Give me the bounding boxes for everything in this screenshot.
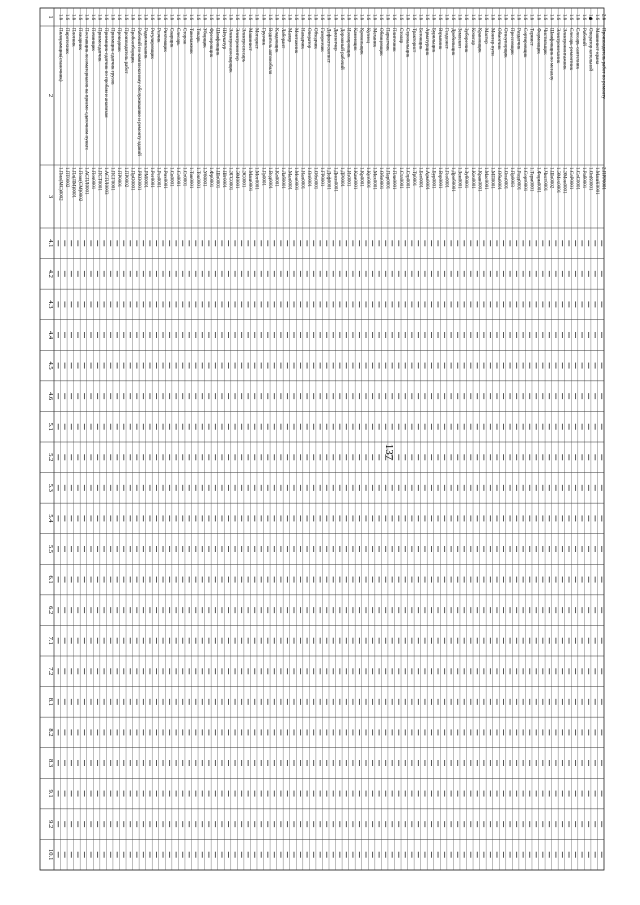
row-section-number: 1.6 — [273, 13, 279, 21]
row-section-number: 1.6 — [319, 13, 325, 21]
row-section-number: 1.6 — [417, 13, 423, 21]
row-profession-name: Облицовщик — [378, 28, 384, 56]
row-code: 1.СлС0001 — [574, 167, 580, 190]
row-profession-name: Кочегар — [469, 28, 475, 45]
row-profession-name: Токарь — [194, 28, 200, 43]
row-profession-name: Рабочий по комплексному обслуживанию и ремонту зданий — [135, 28, 141, 156]
row-section-number: 1.6 — [495, 13, 501, 21]
row-code: 1.Разд0001 — [515, 167, 521, 191]
row-code: 1.Шл0001 — [214, 167, 220, 189]
row-code: 1.МП0001 — [489, 167, 495, 189]
row-profession-name: Электрослесарь — [240, 28, 246, 63]
row-code: 1.Рих0001 — [162, 167, 168, 189]
row-code: 1.Из0001 — [345, 167, 351, 187]
row-code: 1.Пл(ЛМ)0001 — [70, 167, 76, 199]
row-section-number: 1.6 — [515, 13, 521, 21]
column-number: 4.3 — [47, 300, 54, 309]
row-profession-name: Диспетчер — [332, 28, 338, 51]
row-code: 1.Пли0001 — [391, 167, 397, 190]
row-profession-name: Дробильщик — [450, 28, 456, 56]
row-profession-name: Резчик — [155, 28, 161, 43]
row-profession-name: Изолировщик — [345, 28, 351, 58]
row-section-number: 1.6 — [338, 13, 344, 21]
row-profession-name: Слесарь-сантехник — [574, 28, 580, 69]
row-section-number: 1.6 — [594, 13, 600, 21]
row-section-number: 1.6 — [253, 13, 259, 21]
row-code: 1.Ст0001 — [181, 167, 187, 187]
row-code: 1.Форм0001 — [535, 167, 541, 193]
row-code: 1.Лаб0001 — [279, 167, 285, 189]
row-profession-name: Каменщик — [351, 28, 357, 51]
row-profession-name: Землекоп — [456, 28, 462, 48]
row-code: 1.Коч0001 — [469, 167, 475, 189]
row-code: 1.ЭГС0001 — [227, 167, 233, 191]
row-section-number: 1.6 — [404, 13, 410, 21]
row-code: 1.Зем0001 — [456, 167, 462, 189]
row-profession-name: Обмотчик — [495, 28, 501, 50]
row-profession-name: Сортировщик — [522, 28, 528, 58]
row-profession-name: Производитель работ — [122, 28, 128, 74]
row-profession-name: Уборщик — [201, 28, 207, 48]
row-profession-name: Приемосдатчик — [96, 28, 102, 62]
row-code: 1.Стр0001 — [404, 167, 410, 189]
row-section-number: 1.6 — [574, 13, 580, 21]
row-section-number: 1.6 — [96, 13, 102, 21]
row-code: 1.Св0001 — [168, 167, 174, 187]
row-section-number: 1.6 — [240, 13, 246, 21]
row-profession-name: Рихтовщик — [162, 28, 168, 52]
row-profession-name: Кладовщик — [273, 28, 279, 53]
column-number: 7.1 — [47, 636, 54, 645]
row-section-number: 1.6 — [122, 13, 128, 21]
row-code: 1.Рег0001 — [148, 167, 154, 188]
column-number: 9.2 — [47, 820, 54, 829]
row-section-number: 1.6 — [397, 13, 403, 21]
row-section-number: 1.6 — [142, 13, 148, 21]
row-profession-name: Грузчик — [260, 28, 266, 46]
row-section-number: 1.6 — [410, 13, 416, 21]
row-section-number: 1.6 — [70, 13, 76, 21]
column-number: 2 — [47, 93, 54, 98]
row-section-number: 1.6 — [220, 13, 226, 21]
row-section-number: 1.6 — [148, 13, 154, 21]
row-profession-name: Тракторист — [410, 28, 416, 53]
row-profession-name: Обходчик — [312, 28, 318, 49]
row-section-number: 1.6 — [384, 13, 390, 21]
row-code: 1.Фр0001 — [207, 167, 213, 188]
row-profession-name: Радиомеханик — [142, 28, 148, 59]
column-number: 5.4 — [47, 514, 54, 523]
row-section-number: 1.6 — [194, 13, 200, 21]
row-code: 1.Кам0001 — [351, 167, 357, 190]
row-code: 1.Бет0001 — [417, 167, 423, 189]
row-profession-name: Термист — [528, 28, 534, 46]
row-profession-name: Шлифовщик — [214, 28, 220, 56]
row-section-number: 1.6 — [306, 13, 312, 21]
row-code: 1.Кл0001 — [273, 167, 279, 187]
row-profession-name: Такелажник — [188, 28, 194, 54]
row-code: 1.ПР0002 — [122, 167, 128, 188]
row-code: 1.Сл0001 — [175, 167, 181, 187]
column-number: 6.2 — [47, 606, 54, 615]
row-section-number: 1.6 — [201, 13, 207, 21]
row-code: 1.ПрО0001 — [129, 167, 135, 191]
row-code: 1.РКО0001 — [135, 167, 141, 191]
row-profession-name: Маляр — [286, 28, 292, 43]
row-section-number: 1.6 — [175, 13, 181, 21]
row-section-number: 1.6 — [345, 13, 351, 21]
row-section-number: 1.6 — [325, 13, 331, 21]
row-profession-name: Приемщик-сдатчик по пробам и анализам — [103, 28, 109, 118]
row-section-number: 1.6 — [489, 13, 495, 21]
column-number: 5.2 — [47, 453, 54, 462]
row-code: 1.Пар0001 — [384, 167, 390, 190]
row-profession-name: Починщик — [90, 28, 96, 51]
column-number: 4.4 — [47, 330, 54, 340]
column-number: 5.3 — [47, 483, 54, 492]
row-section-number: 1.6 — [332, 13, 338, 21]
row-section-number: 1.6 — [371, 13, 377, 21]
row-code: 2.ПРР0001 — [600, 167, 606, 190]
row-code: 1.Кр0001 — [358, 167, 364, 187]
row-section-number: 1.6 — [554, 13, 560, 21]
column-number: 3 — [47, 194, 54, 199]
row-section-number: 1.6 — [502, 13, 508, 21]
column-number: 8.1 — [47, 697, 54, 706]
column-number: 4.6 — [47, 392, 54, 401]
row-code: 1.Взр0001 — [437, 167, 443, 189]
row-section-number: 1.6 — [188, 13, 194, 21]
row-profession-name: Геодезист — [443, 28, 449, 49]
row-section-number: 1.6 — [292, 13, 298, 21]
row-profession-name: Паркетчик — [384, 28, 390, 51]
row-profession-name: Пилорамщик(станочник) — [57, 28, 63, 82]
row-code: 1.Пр0003 — [509, 167, 515, 187]
row-section-number: 1.6 — [116, 13, 122, 21]
row-code: 1.Чист0001 — [541, 167, 547, 192]
row-code: 1.Мот0001 — [253, 167, 259, 190]
row-code: 1.Мас0001 — [482, 167, 488, 190]
row-section-number: 1.6 — [279, 13, 285, 21]
row-profession-name: Кровельщик — [358, 28, 364, 55]
row-code: 1.Обм0001 — [495, 167, 501, 191]
row-section-number: 1.6 — [299, 13, 305, 21]
row-profession-name: Бурильщик — [430, 28, 436, 53]
row-code: 1.Гео0001 — [443, 167, 449, 188]
row-code: 1.Вод0001 — [266, 167, 272, 189]
row-code: 1.Рез0001 — [155, 167, 161, 188]
row-code: 1.ГР0001 — [319, 167, 325, 187]
row-section-number: 1.6 — [469, 13, 475, 21]
row-code: 1.Сорт0001 — [522, 167, 528, 192]
row-section-number: 1.6 — [581, 13, 587, 21]
row-section-number: 1.6 — [430, 13, 436, 21]
row-code: 1.Деф0001 — [325, 167, 331, 190]
row-code: 1.Оп0001 — [306, 167, 312, 188]
row-section-number: 1.6 — [57, 13, 63, 21]
row-section-number: 1.6 — [227, 13, 233, 21]
column-number: 5.5 — [47, 544, 54, 554]
row-section-number: 2.6 — [600, 13, 606, 21]
row-code: 1.Шт0001 — [220, 167, 226, 188]
row-section-number: 1.6 — [450, 13, 456, 21]
row-code: 1.Пил(МС)0002 — [57, 167, 63, 201]
row-profession-name: Кузнец — [365, 28, 371, 44]
row-section-number: 1.6 — [567, 13, 573, 21]
row-profession-name: Сторож — [181, 28, 187, 45]
column-number: 10.1 — [47, 849, 54, 861]
row-profession-name: Крановщик — [476, 28, 482, 53]
page-number: 137 — [383, 443, 395, 461]
row-profession-name: Регулировщик — [148, 28, 154, 59]
row-profession-name: Водитель автомобиля — [266, 28, 272, 74]
row-section-number: 1.6 — [463, 13, 469, 21]
row-profession-name: Формовщик — [535, 28, 541, 54]
column-number: 4.2 — [47, 269, 54, 278]
row-profession-name: Прессовщик — [509, 28, 515, 55]
row-section-number: 1.6 — [378, 13, 384, 21]
row-code: 1.Нал0001 — [299, 167, 305, 190]
row-profession-name: Сварщик — [168, 28, 174, 48]
row-section-number: 1.6 — [162, 13, 168, 21]
row-section-number: 1.6 — [351, 13, 357, 21]
row-section-number: 1.6 — [535, 13, 541, 21]
row-section-number: 1.6 — [541, 13, 547, 21]
row-code: 1.Кран0001 — [476, 167, 482, 192]
row-code: 1.Куз0001 — [365, 167, 371, 189]
row-profession-name: Столяр — [397, 28, 403, 44]
row-section-number: 1.6 — [391, 13, 397, 21]
row-profession-name: Приемщик-сдатчик грузов — [109, 28, 115, 85]
row-section-number: 1.6 — [109, 13, 115, 21]
row-code: 1.Маш0001 — [247, 167, 253, 192]
row-profession-name: Машинист — [247, 28, 253, 51]
row-profession-name: Штукатур — [220, 28, 226, 50]
row-profession-name: Производитель работ по ремонту — [600, 28, 606, 99]
row-code: 1.ЭМон0001 — [561, 167, 567, 194]
row-profession-name: Слесарь — [175, 28, 181, 46]
row-profession-name: Оператор котельной — [587, 28, 593, 72]
column-number: 8.3 — [47, 758, 54, 768]
row-section-number: 1.6 — [476, 13, 482, 21]
row-code: 1.Поч0001 — [90, 167, 96, 190]
row-section-number: 1.6 — [437, 13, 443, 21]
row-profession-name: Лаборант — [279, 28, 285, 49]
table-frame — [40, 8, 604, 870]
row-profession-name: Электромонтажник — [561, 28, 567, 70]
row-profession-name: Пожарник — [76, 28, 82, 50]
column-number: 4.1 — [47, 239, 54, 248]
row-section-number: 1.6 — [129, 13, 135, 21]
row-section-number: 1.6 — [247, 13, 253, 21]
row-code: 1.Зуб0001 — [463, 167, 469, 189]
row-profession-name: Огнеупорщик — [502, 28, 508, 58]
row-profession-name: Плотник — [70, 28, 76, 47]
row-section-number: 1.6 — [528, 13, 534, 21]
row-profession-name: Дорожный рабочий — [338, 28, 344, 70]
row-profession-name: Наладчик — [299, 28, 305, 49]
row-profession-name: Плиточник — [391, 28, 397, 52]
row-code: 1.СлР0001 — [567, 167, 573, 190]
row-profession-name: Слесарь-ремонтник — [567, 28, 573, 71]
row-code: 1.ОпК0001 — [587, 167, 593, 191]
row-code: 1.АСПЛ0001 — [83, 167, 89, 195]
row-code: 1.ДР0001 — [338, 167, 344, 187]
row-section-number: 1.6 — [181, 13, 187, 21]
row-code: 1.Раб0001 — [581, 167, 587, 189]
row-profession-name: Моторист — [253, 28, 259, 49]
row-section-number: 1.6 — [365, 13, 371, 21]
row-code: 1.Тр0001 — [410, 167, 416, 187]
row-profession-name: Взрывник — [437, 28, 443, 50]
row-profession-name: Механик — [371, 28, 377, 47]
row-code: 1.Мал0001 — [286, 167, 292, 190]
row-code: 1.ЭМех0001 — [554, 167, 560, 194]
row-code: 1.МашК0001 — [594, 167, 600, 195]
row-code: 1.Огн0001 — [502, 167, 508, 190]
row-code: 1.Бур0001 — [430, 167, 436, 189]
row-section-number: 1.6 — [214, 13, 220, 21]
row-code: 1.АСПЛ0003 — [103, 167, 109, 195]
row-code: 1.Так0001 — [188, 167, 194, 189]
row-section-number: 1.6 — [76, 13, 82, 21]
row-profession-name: Раздатчик — [515, 28, 521, 50]
row-code: 1.Арм0001 — [423, 167, 429, 190]
row-profession-name: Рабочий — [581, 28, 587, 46]
column-number: 4.5 — [47, 361, 54, 370]
row-section-number: 1.6 — [83, 13, 89, 21]
row-profession-name: Монтажник — [292, 28, 298, 54]
row-profession-name: Бетонщик — [417, 28, 423, 50]
row-section-number: 1.6 — [168, 13, 174, 21]
row-code: 1.Пож(СМ)0002 — [76, 167, 82, 202]
row-section-number: 1.6 — [90, 13, 96, 21]
row-code: 1.ЭМ0001 — [234, 167, 240, 189]
row-section-number: 1.6 — [234, 13, 240, 21]
row-section-number: 1.6 — [548, 13, 554, 21]
row-code: 1.ПСТ0001 — [96, 167, 102, 191]
row-section-number: 1.6 — [587, 13, 593, 21]
row-profession-name: Электромеханик — [554, 28, 560, 64]
row-section-number: 1.6 — [63, 13, 69, 21]
row-code: 1.Дроб0001 — [450, 167, 456, 192]
row-code: 1.Терм0001 — [528, 167, 534, 192]
row-code: 1.Обл0001 — [378, 167, 384, 190]
row-section-number: 1.6 — [207, 13, 213, 21]
row-code: 1.ПТ0002 — [63, 167, 69, 188]
row-profession-name: Оператор — [306, 28, 312, 49]
row-section-number: 1.6 — [509, 13, 515, 21]
row-code: 1.Гр0001 — [260, 167, 266, 186]
row-section-number: 1.6 — [266, 13, 272, 21]
row-profession-name: Зуборезчик — [463, 28, 469, 53]
row-code: 1.Обх0001 — [312, 167, 318, 190]
row-section-number: 1.6 — [260, 13, 266, 21]
row-code: 1.Шл0002 — [548, 167, 554, 189]
row-profession-name: Фрезеровщик — [207, 28, 213, 58]
row-code: 1.ПР0001 — [116, 167, 122, 188]
row-profession-name: Мастер — [482, 28, 488, 44]
column-number: 6.1 — [47, 575, 54, 584]
row-code: 1.Стл0001 — [397, 167, 403, 189]
row-profession-name: Поставщик лесоматериалов на приемо-сдаточном пункте — [83, 28, 89, 151]
row-section-number: 1.6 — [155, 13, 161, 21]
data-table — [40, 8, 606, 870]
row-profession-name: Машинист крана — [594, 28, 600, 65]
row-profession-name: Электрогазосварщик — [227, 28, 233, 73]
row-section-number: 1.6 — [312, 13, 318, 21]
row-profession-name: Пиротехник — [63, 28, 69, 54]
column-number: 9.1 — [47, 789, 54, 798]
row-section-number: 1.6 — [135, 13, 141, 21]
row-code: 1.Ток0001 — [194, 167, 200, 189]
row-section-number: 1.6 — [103, 13, 109, 21]
row-section-number: 1.6 — [423, 13, 429, 21]
row-section-number: 1.6 — [522, 13, 528, 21]
column-number: 7.2 — [47, 667, 54, 676]
row-profession-name: Пробоотборщик — [129, 28, 135, 63]
row-profession-name: Арматурщик — [423, 28, 429, 56]
row-code: 1.РМ0001 — [142, 167, 148, 188]
column-number: 1 — [47, 15, 54, 19]
column-number: 5.1 — [47, 422, 54, 431]
row-profession-name: Газорезчик — [319, 28, 325, 52]
row-code: 1.Мех0001 — [371, 167, 377, 190]
row-code: 1.ПСГ0001 — [109, 167, 115, 191]
row-profession-name: Монтер пути — [489, 28, 495, 56]
row-profession-name: Шлифовщик по металлу — [548, 28, 554, 81]
row-code: 1.Мон0001 — [292, 167, 298, 191]
row-profession-name: Чистильщик — [541, 28, 547, 55]
row-section-number: 1.6 — [286, 13, 292, 21]
row-profession-name: Дефектоскопист — [325, 28, 331, 63]
row-section-number: 1.6 — [358, 13, 364, 21]
row-section-number: 1.6 — [561, 13, 567, 21]
column-number: 8.2 — [47, 728, 54, 737]
row-section-number: 1.6 — [482, 13, 488, 21]
row-profession-name: Проводник — [116, 28, 122, 52]
row-section-number: 1.6 — [456, 13, 462, 21]
row-section-number: 1.6 — [443, 13, 449, 21]
row-profession-name: Электромонтер — [234, 28, 240, 61]
row-profession-name: Стропальщик — [404, 28, 410, 58]
row-code: 1.Дисп0001 — [332, 167, 338, 192]
row-code: 1.ЭС0001 — [240, 167, 246, 188]
row-code: 1.Уб0001 — [201, 167, 207, 187]
